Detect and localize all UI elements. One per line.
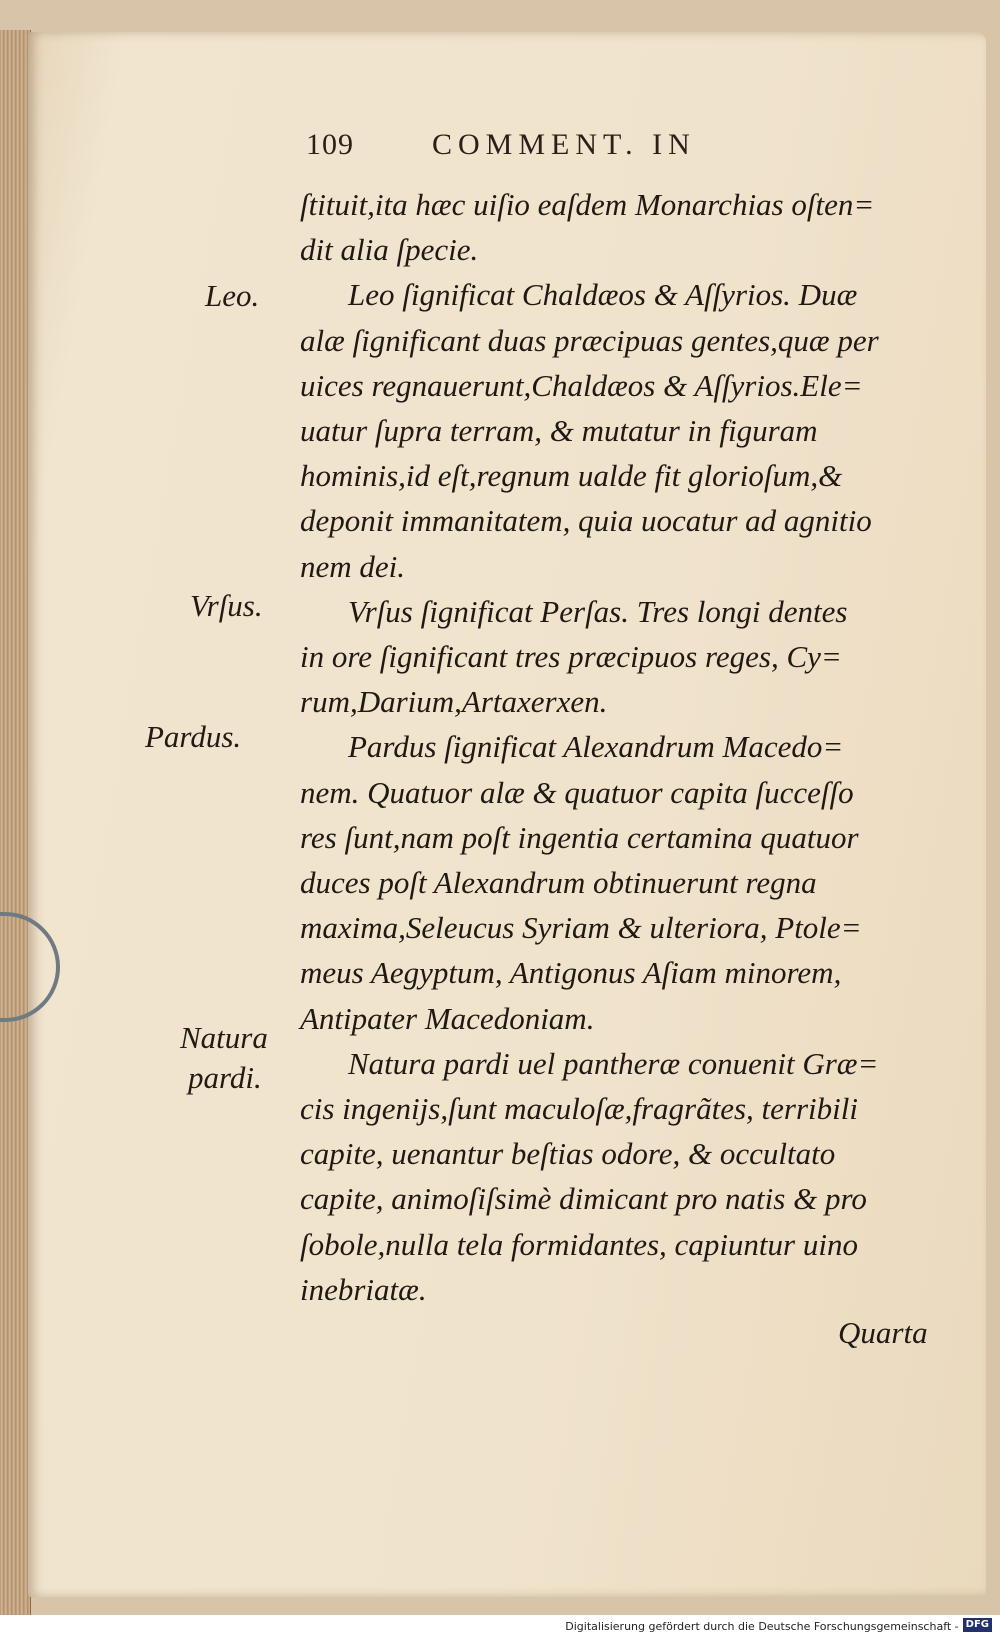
text-line: Pardus ſignificat Alexandrum Macedo= <box>348 729 844 765</box>
text-line: rum,Darium,Artaxerxen. <box>300 684 608 720</box>
footer-bar <box>0 1615 1000 1637</box>
text-line: maxima,Seleucus Syriam & ulteriora, Ptole= <box>300 910 862 946</box>
margin-note-natura-1: Natura <box>180 1020 268 1055</box>
text-line: inebriatæ. <box>300 1271 427 1307</box>
text-line: nem dei. <box>300 548 406 584</box>
text-line: nem. Quatuor alæ & quatuor capita ſucceſſo <box>300 774 854 810</box>
text-line: capite, animoſiſsimè dimicant pro natis & pro <box>300 1181 867 1217</box>
text-line: uices regnauerunt,Chaldæos & Aſſyrios.Ele= <box>300 367 863 403</box>
running-title: COMMENT. IN <box>432 128 696 161</box>
page-number: 109 <box>306 128 354 161</box>
text-line: uatur ſupra terram, & mutatur in figuram <box>300 413 818 449</box>
margin-note-leo: Leo. <box>205 278 260 313</box>
text-line: res ſunt,nam poſt ingentia certamina quatuor <box>300 819 859 855</box>
book-edge <box>0 30 31 1615</box>
margin-note-ursus: Vrſus. <box>190 588 263 623</box>
text-line: ſtituit,ita hæc uiſio eaſdem Monarchias oſten= <box>300 187 875 222</box>
text-line: dit alia ſpecie. <box>300 232 479 268</box>
text-line: cis ingenijs,ſunt maculoſæ,fragrãtes, terribili <box>300 1091 858 1127</box>
footer-credit: Digitalisierung gefördert durch die Deutsche Forschungsgemeinschaft - <box>565 1620 959 1633</box>
body-text <box>300 182 950 1312</box>
text-line: ſobole,nulla tela formidantes, capiuntur uino <box>300 1226 858 1262</box>
running-head <box>306 128 696 162</box>
text-line: deponit immanitatem, quia uocatur ad agnitio <box>300 503 872 539</box>
dfg-logo: DFG <box>963 1618 992 1632</box>
text-line: in ore ſignificant tres præcipuos reges, Cy= <box>300 639 842 675</box>
text-line: meus Aegyptum, Antigonus Aſiam minorem, <box>300 955 842 991</box>
text-line: Antipater Macedoniam. <box>300 1000 595 1036</box>
text-line: duces poſt Alexandrum obtinuerunt regna <box>300 865 817 901</box>
margin-note-pardus: Pardus. <box>145 719 242 754</box>
margin-note-natura-2: pardi. <box>188 1060 262 1095</box>
catchword: Quarta <box>838 1315 928 1350</box>
text-line: Leo ſignificat Chaldæos & Aſſyrios. Duæ <box>348 277 858 313</box>
text-line: alæ ſignificant duas præcipuas gentes,quæ per <box>300 322 879 358</box>
text-line: Natura pardi uel pantheræ conuenit Græ= <box>348 1045 879 1081</box>
text-line: hominis,id eſt,regnum ualde fit glorioſum,& <box>300 458 843 494</box>
text-line: Vrſus ſignificat Perſas. Tres longi dentes <box>348 593 848 629</box>
text-line: capite, uenantur beſtias odore, & occultato <box>300 1136 836 1172</box>
